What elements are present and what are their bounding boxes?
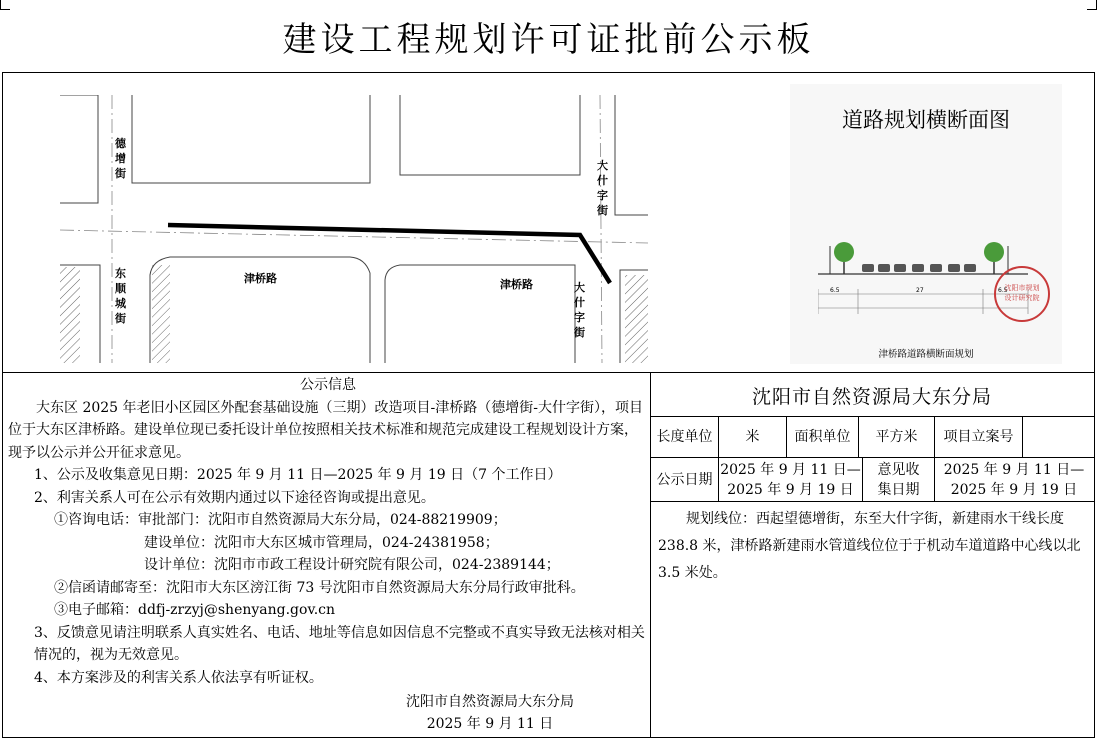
collect-date-value-line1: 2025 年 9 月 11 日— [943,461,1085,478]
street-label-dongshuncheng: 东顺城街 [115,267,126,325]
area-unit-label: 面积单位 [794,429,851,445]
notice-contact-3: 设计单位：沈阳市市政工程设计研究院有限公司，024-2389144； [144,557,560,573]
hatched-block-left [60,267,80,363]
table-line-3 [650,501,1095,502]
official-seal [992,264,1052,324]
notice-contact-1: ①咨询电话：审批部门：沈阳市自然资源局大东分局，024-88219909； [54,512,507,528]
planning-description: 规划线位：西起望德增街，东至大什字街，新建雨水干线长度 238.8 米，津桥路新建雨水管道线位位于于机动车道道路中心线以北 3.5 米处。 [658,511,1081,581]
issuing-org: 沈阳市自然资源局大东分局 [751,385,992,408]
notice-date-value-line1: 2025 年 9 月 11 日— [720,461,861,478]
site-map [60,95,648,363]
cross-section-caption: 津桥路道路横断面规划 [878,349,974,360]
street-label-jinqiao-left: 津桥路 [244,272,277,285]
collect-date-label [863,458,934,501]
notice-date-label: 公示日期 [656,471,713,488]
street-label-dashizi-bottom: 大什字街 [574,281,585,339]
cross-section-panel [790,84,1062,364]
hatched-block-mid [152,265,170,363]
divider-horizontal-main [2,372,1095,373]
notice-heading: 公示信息 [300,377,356,393]
notice-date-value-line2: 2025 年 9 月 19 日 [727,481,854,498]
signature-date: 2025 年 9 月 11 日 [426,716,554,732]
street-label-dezeng: 德增街 [115,137,126,180]
dim-right-label: 6.5 [998,287,1008,294]
dim-center-label: 27 [916,287,924,294]
area-unit-value: 平方米 [875,429,918,445]
collect-date-value-line2: 2025 年 9 月 19 日 [950,481,1078,498]
svg-text:沈阳市规划: 沈阳市规划 [1004,284,1040,292]
notice-item-2: 2、利害关系人可在公示有效期内通过以下途径咨询或提出意见。 [34,489,435,506]
length-unit-value: 米 [745,429,760,445]
notice-date-value [719,458,862,501]
project-no-label: 项目立案号 [943,429,1014,445]
notice-item-3: 3、反馈意见请注明联系人真实姓名、电话、地址等信息如因信息不完整或不真实导致无法核对相关情况的，视为无效意见。 [34,624,645,663]
notice-email: ③电子邮箱：ddfj-zrzyj@shenyang.gov.cn [54,602,336,618]
dim-left-label: 6.5 [830,287,840,294]
notice-item-4: 4、本方案涉及的利害关系人依法享有听证权。 [34,669,323,686]
page-title: 建设工程规划许可证批前公示板 [282,19,815,60]
hatched-block-right [625,275,648,363]
street-label-jinqiao-right: 津桥路 [500,278,533,291]
length-unit-label: 长度单位 [656,429,713,445]
svg-text:设计研究院: 设计研究院 [1004,294,1040,302]
project-no-value [1023,417,1093,457]
cross-section-title: 道路规划横断面图 [842,108,1010,132]
collect-date-value [935,458,1093,501]
collect-date-label-line1: 意见收 [877,461,920,478]
notice-item-1: 1、公示及收集意见日期：2025 年 9 月 11 日—2025 年 9 月 19 日（7 个工作日） [34,467,562,483]
street-label-dashizi-top: 大什字街 [597,159,608,217]
collect-date-label-line2: 集日期 [877,481,920,498]
notice-contact-2: 建设单位：沈阳市大东区城市管理局，024-24381958； [144,534,499,551]
signature-org: 沈阳市自然资源局大东分局 [406,694,574,710]
notice-intro: 大东区 2025 年老旧小区园区外配套基础设施（三期）改造项目-津桥路（德增街-大什字街），项目位于大东区津桥路。建设单位现已委托设计单位按照相关技术标准和规范完成建设工程规划设计方案，现予以公示并公开征求意见。 [8,399,643,461]
notice-mail: ②信函请邮寄至：沈阳市大东区滂江街 73 号沈阳市自然资源局大东分局行政审批科。 [54,579,585,596]
notice-section [8,374,648,689]
